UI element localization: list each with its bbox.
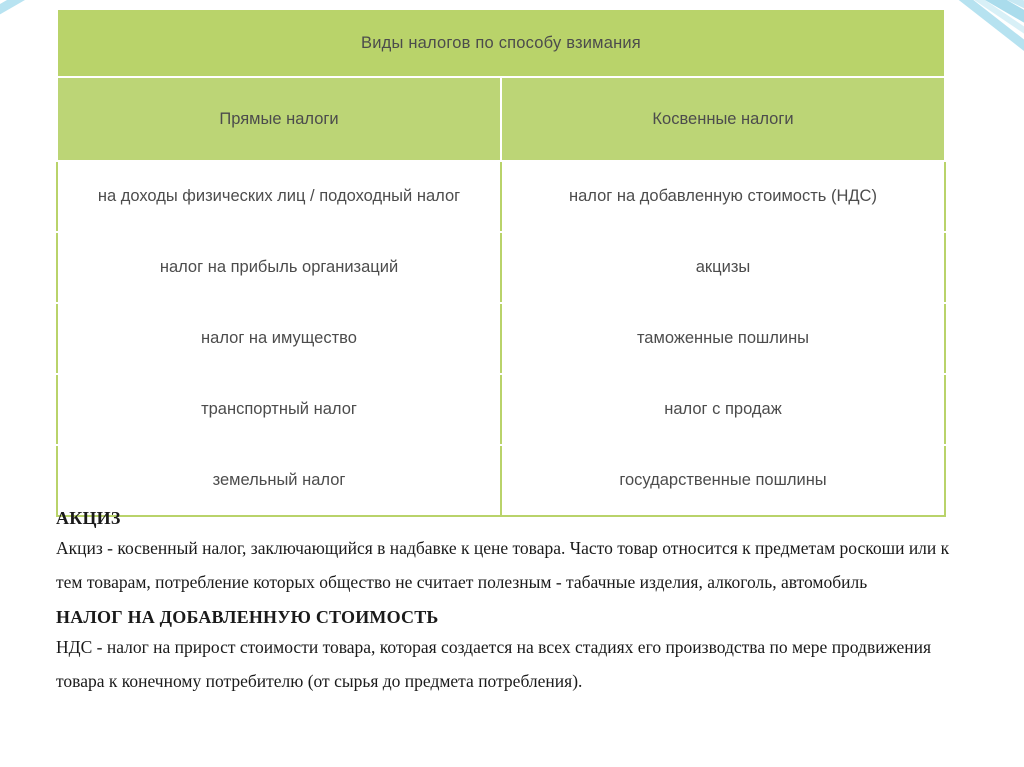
definitions-text-block	[56, 508, 966, 704]
table-row	[57, 445, 945, 516]
section-body-vat: НДС - налог на прирост стоимости товара, которая создается на всех стадиях его производства по мере продвижения товара к конечному потребителю (от сырья до предмета потребления).	[56, 637, 931, 691]
table-title: Виды налогов по способу взимания	[57, 9, 945, 77]
table-cell: акцизы	[501, 232, 945, 303]
table-title-row	[57, 9, 945, 77]
column-header-indirect: Косвенные налоги	[501, 77, 945, 161]
table-row	[57, 303, 945, 374]
table-row	[57, 374, 945, 445]
column-header-direct: Прямые налоги	[57, 77, 501, 161]
table-cell: транспортный налог	[57, 374, 501, 445]
table-cell: на доходы физических лиц / подоходный налог	[57, 161, 501, 232]
section-body-excise: Акциз - косвенный налог, заключающийся в надбавке к цене товара. Часто товар относится к предметам роскоши или к тем товарам, потребление которых общество не считает полезным - табачные изделия, алкоголь, автомобиль	[56, 538, 950, 592]
table-cell: налог на добавленную стоимость (НДС)	[501, 161, 945, 232]
section-heading-vat: НАЛОГ НА ДОБАВЛЕННУЮ СТОИМОСТЬ	[56, 607, 439, 627]
table-cell: налог на имущество	[57, 303, 501, 374]
table-row	[57, 161, 945, 232]
table-cell: государственные пошлины	[501, 445, 945, 516]
tax-types-table-container	[56, 8, 946, 517]
section-heading-excise: АКЦИЗ	[56, 508, 121, 528]
tax-types-table	[56, 8, 946, 517]
table-cell: налог с продаж	[501, 374, 945, 445]
table-header-row	[57, 77, 945, 161]
table-cell: земельный налог	[57, 445, 501, 516]
table-row	[57, 232, 945, 303]
table-cell: налог на прибыль организаций	[57, 232, 501, 303]
table-cell: таможенные пошлины	[501, 303, 945, 374]
